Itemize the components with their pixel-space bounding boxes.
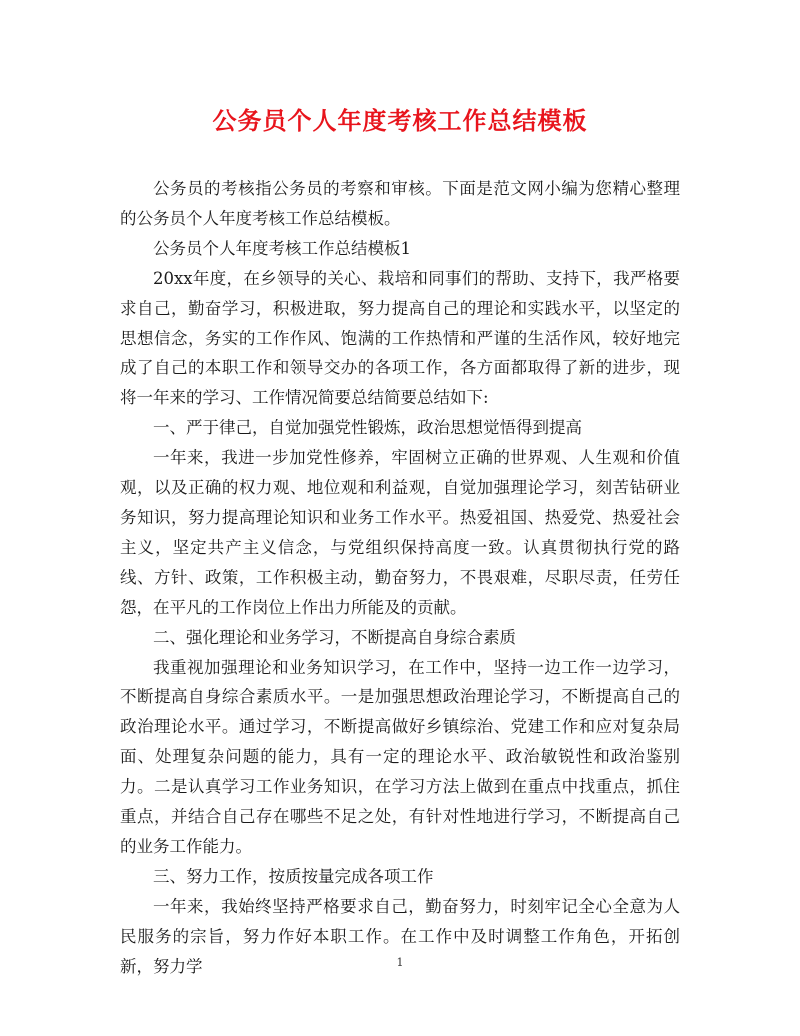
paragraph-section-2: 我重视加强理论和业务知识学习，在工作中，坚持一边工作一边学习，不断提高自身综合素质水平。一是加强思想政治理论学习，不断提高自己的政治理论水平。通过学习，不断提高做好乡镇综治、党建工作和应对复杂局面、处理复杂问题的能力，具有一定的理论水平、政治敏锐性和政治鉴别力。二是认真学习工作业务知识，在学习方法上做到在重点中找重点，抓住重点，并结合自己存在哪些不足之处，有针对性地进行学习，不断提高自己的业务工作能力。 — [120, 657, 680, 856]
paragraph-section-1: 一年来，我进一步加党性修养，牢固树立正确的世界观、人生观和价值观，以及正确的权力观、地位观和利益观，自觉加强理论学习，刻苦钻研业务知识，努力提高理论知识和业务工作水平。热爱祖国、热爱党、热爱社会主义，坚定共产主义信念，与党组织保持高度一致。认真贯彻执行党的路线、方针、政策，工作积极主动，勤奋努力，不畏艰难，尽职尽责，任劳任怨，在平凡的工作岗位上作出力所能及的贡献。 — [120, 448, 680, 617]
document-title: 公务员个人年度考核工作总结模板 — [212, 106, 588, 135]
page-number: 1 — [396, 956, 404, 969]
paragraph-template-heading: 公务员个人年度考核工作总结模板1 — [153, 238, 411, 258]
paragraph-overview: 20xx年度，在乡领导的关心、栽培和同事们的帮助、支持下，我严格要求自己，勤奋学习，积极进取，努力提高自己的理论和实践水平，以坚定的思想信念，务实的工作作风、饱满的工作热情和严谨的生活作风，较好地完成了自己的本职工作和领导交办的各项工作，各方面都取得了新的进步，现将一年来的学习、工作情况简要总结简要总结如下: — [120, 268, 680, 408]
section-heading-1: 一、严于律己，自觉加强党性锻炼，政治思想觉悟得到提高 — [153, 418, 582, 438]
section-heading-3: 三、努力工作，按质按量完成各项工作 — [153, 866, 434, 886]
document-body — [120, 174, 680, 981]
paragraph-section-3: 一年来，我始终坚持严格要求自己，勤奋努力，时刻牢记全心全意为人民服务的宗旨，努力作好本职工作。在工作中及时调整工作角色，开拓创新，努力学 — [120, 896, 680, 976]
section-heading-2: 二、强化理论和业务学习，不断提高自身综合素质 — [153, 627, 516, 647]
paragraph-intro: 公务员的考核指公务员的考察和审核。下面是范文网小编为您精心整理的公务员个人年度考核工作总结模板。 — [120, 179, 680, 228]
